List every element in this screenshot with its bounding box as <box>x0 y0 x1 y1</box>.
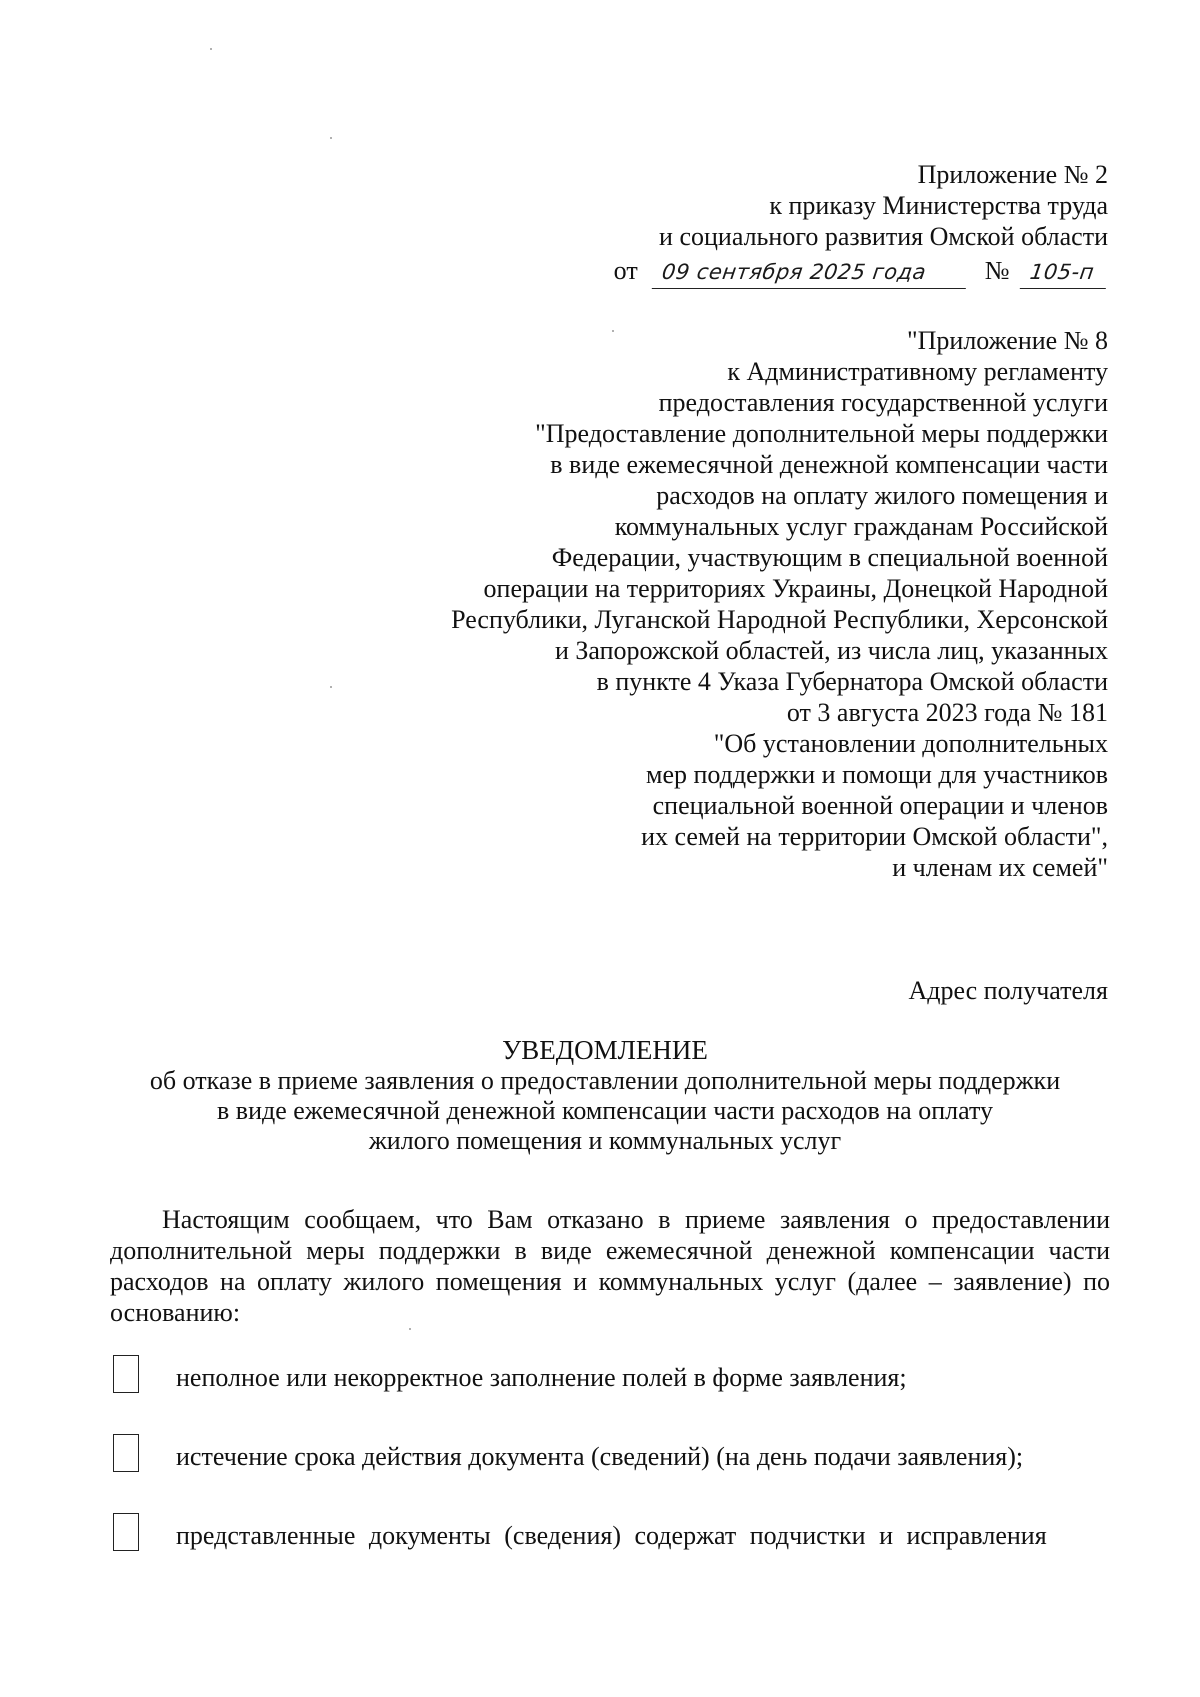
reason-label: истечение срока действия документа (сведений) (на день подачи заявления); <box>176 1442 1024 1471</box>
appendix-header <box>614 159 1108 289</box>
regulation-line: и Запорожской областей, из числа лиц, указанных <box>554 636 1108 665</box>
reason-option <box>113 1434 1113 1474</box>
recipient-address-label <box>908 975 1108 1006</box>
notice-title <box>100 1035 1110 1156</box>
regulation-line: "Предоставление дополнительной меры поддержки <box>535 419 1108 448</box>
notice-subtitle-line: в виде ежемесячной денежной компенсации части расходов на оплату <box>217 1096 993 1125</box>
order-reference <box>614 255 1108 289</box>
regulation-line: специальной военной операции и членов <box>652 791 1108 820</box>
reason-checkbox[interactable] <box>113 1434 139 1472</box>
regulation-line: предоставления государственной услуги <box>658 388 1108 417</box>
scan-speck <box>210 48 212 50</box>
reason-label: неполное или некорректное заполнение полей в форме заявления; <box>176 1363 907 1392</box>
order-number-label: № <box>984 256 1010 285</box>
appendix-line: и социального развития Омской области <box>659 222 1108 251</box>
regulation-line: к Административному регламенту <box>727 357 1108 386</box>
reason-option <box>113 1513 1113 1553</box>
regulation-line: от 3 августа 2023 года № 181 <box>786 698 1108 727</box>
reason-checkbox[interactable] <box>113 1355 139 1393</box>
reason-label: представленные документы (сведения) содержат подчистки и исправления <box>176 1521 1047 1550</box>
regulation-line: Республики, Луганской Народной Республики, Херсонской <box>451 605 1108 634</box>
regulation-line: "Приложение № 8 <box>907 326 1108 355</box>
regulation-line: расходов на оплату жилого помещения и <box>656 481 1108 510</box>
order-number-handwritten: 105-п <box>1020 257 1110 289</box>
regulation-line: в виде ежемесячной денежной компенсации части <box>550 450 1108 479</box>
appendix-line: Приложение № 2 <box>917 160 1108 189</box>
notice-heading: УВЕДОМЛЕНИЕ <box>502 1035 708 1065</box>
order-date-handwritten: 09 сентября 2025 года <box>652 257 970 289</box>
regulation-appendix-header <box>451 325 1108 883</box>
scan-speck <box>330 137 332 139</box>
regulation-line: и членам их семей" <box>892 853 1108 882</box>
regulation-line: мер поддержки и помощи для участников <box>646 760 1108 789</box>
recipient-address-text: Адрес получателя <box>908 976 1108 1005</box>
reason-checkbox[interactable] <box>113 1513 139 1551</box>
regulation-line: коммунальных услуг гражданам Российской <box>614 512 1108 541</box>
reason-option <box>113 1355 1113 1395</box>
regulation-line: "Об установлении дополнительных <box>713 729 1108 758</box>
regulation-line: операции на территориях Украины, Донецкой Народной <box>483 574 1108 603</box>
regulation-line: их семей на территории Омской области", <box>641 822 1108 851</box>
order-prefix: от <box>613 256 638 285</box>
scan-speck <box>409 1328 411 1330</box>
notice-subtitle-line: жилого помещения и коммунальных услуг <box>368 1126 842 1155</box>
regulation-line: в пункте 4 Указа Губернатора Омской области <box>596 667 1108 696</box>
appendix-line: к приказу Министерства труда <box>769 191 1108 220</box>
scan-speck <box>330 686 332 688</box>
notice-body-paragraph: Настоящим сообщаем, что Вам отказано в приеме заявления о предоставлении дополнительной меры поддержки в виде ежемесячной денежной компенсации части расходов на оплату жилого помещения и коммунальных услуг (далее – заявление) по основанию: <box>110 1205 1110 1327</box>
notice-subtitle-line: об отказе в приеме заявления о предоставлении дополнительной меры поддержки <box>149 1066 1061 1095</box>
regulation-line: Федерации, участвующим в специальной военной <box>551 543 1108 572</box>
